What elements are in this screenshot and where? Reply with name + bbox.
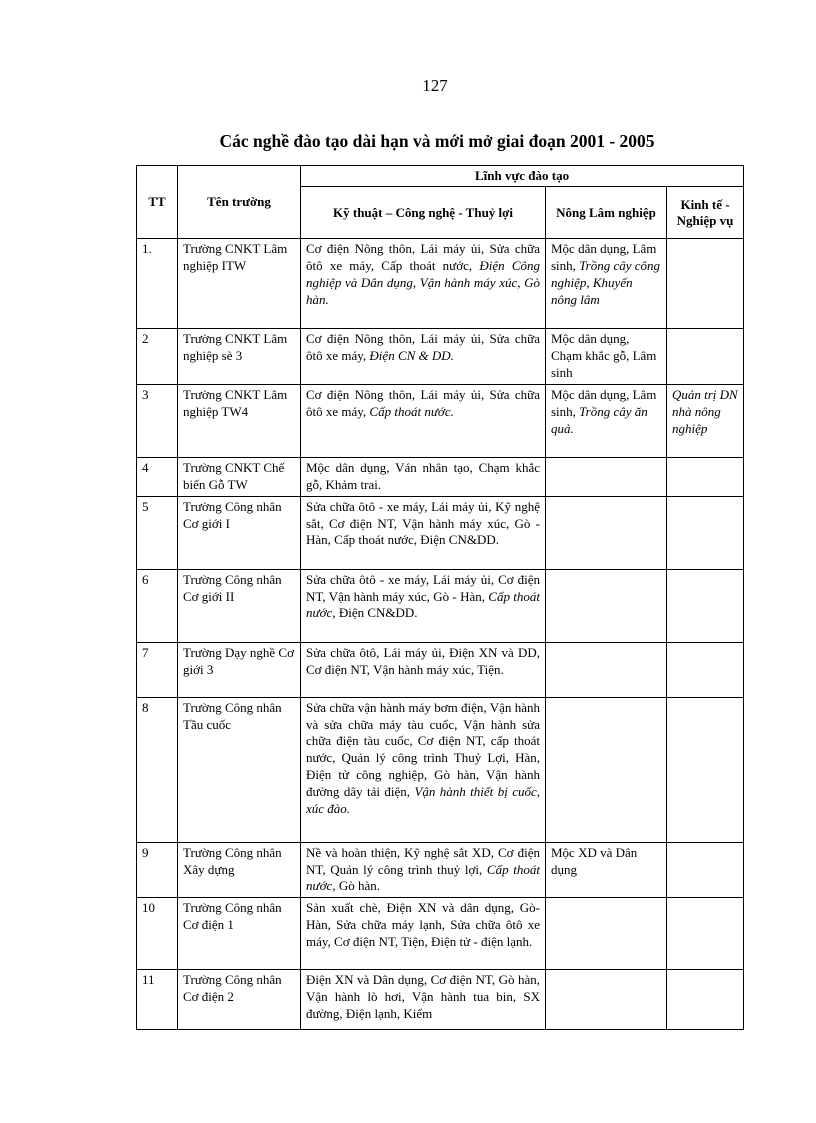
cell-agro-forestry — [546, 329, 667, 385]
table-row — [137, 898, 744, 970]
cell-agro-forestry — [546, 384, 667, 457]
trade-text: Mộc dân dụng, Ván nhân tạo, Chạm khắc gỗ, Khảm trai. — [306, 459, 540, 492]
trade-text: Sản xuất chè, Điện XN và dân dụng, Gò- Hàn, Sửa chữa máy lạnh, Sửa chữa ôtô xe máy, Cơ điện NT, Tiện, Điện tử - điện lạnh. — [306, 900, 540, 950]
cell-technical — [301, 642, 546, 697]
cell-economics — [667, 329, 744, 385]
trade-text: Cơ điện Nông thôn, Lái máy ủi, Sửa chữa ôtô xe máy, Cấp thoát nước, — [306, 241, 540, 274]
cell-agro-forestry — [546, 970, 667, 1030]
table-row — [137, 697, 744, 842]
cell-agro-forestry — [546, 697, 667, 842]
school-name: Trường CNKT Lâm nghiệp TW4 — [178, 384, 301, 457]
row-number: 9 — [137, 842, 178, 898]
trade-text: , Gò hàn. — [332, 878, 380, 894]
school-name: Trường Công nhân Tầu cuốc — [178, 697, 301, 842]
header-tt: TT — [137, 166, 178, 239]
row-number: 7 — [137, 642, 178, 697]
header-agro-forestry: Nông Lâm nghiệp — [546, 187, 667, 239]
cell-agro-forestry — [546, 642, 667, 697]
trade-text: Mộc dân dụng, Lâm sinh, — [551, 241, 657, 274]
row-number: 4 — [137, 457, 178, 496]
cell-technical — [301, 697, 546, 842]
trade-text: Cấp thoát nước. — [369, 403, 454, 419]
trade-text: Nề và hoàn thiện, Kỹ nghệ sắt XD, Cơ điện NT, Quản lý công trình thuỷ lợi, — [306, 844, 540, 877]
school-name: Trường Dạy nghề Cơ giới 3 — [178, 642, 301, 697]
cell-economics — [667, 384, 744, 457]
row-number: 2 — [137, 329, 178, 385]
trade-text: , Điện CN&DD. — [332, 605, 418, 621]
trade-text: Sửa chữa ôtô - xe máy, Lái máy ủi, Cơ điện NT, Vận hành máy xúc, Gò - Hàn, — [306, 571, 540, 604]
header-field-group: Lĩnh vực đào tạo — [301, 166, 744, 187]
cell-agro-forestry — [546, 496, 667, 569]
school-name: Trường Công nhân Cơ giới II — [178, 569, 301, 642]
trade-text: Sửa chữa ôtô, Lái máy ủi, Điện XN và DD, Cơ điện NT, Vận hành máy xúc, Tiện. — [306, 644, 540, 677]
cell-economics — [667, 457, 744, 496]
page-title: Các nghề đào tạo dài hạn và mới mở giai đoạn 2001 - 2005 — [219, 131, 655, 151]
trade-text: Cơ điện Nông thôn, Lái máy ủi, Sửa chữa ôtô xe máy, — [306, 331, 540, 364]
table-row — [137, 970, 744, 1030]
cell-economics — [667, 496, 744, 569]
row-number: 1. — [137, 239, 178, 329]
cell-technical — [301, 457, 546, 496]
school-name: Trường Công nhân Cơ điện 2 — [178, 970, 301, 1030]
header-school: Tên trường — [178, 166, 301, 239]
cell-economics — [667, 239, 744, 329]
cell-economics — [667, 898, 744, 970]
school-name: Trường Công nhân Cơ giới I — [178, 496, 301, 569]
table-row — [137, 569, 744, 642]
cell-technical — [301, 842, 546, 898]
row-number: 3 — [137, 384, 178, 457]
school-name: Trường Công nhân Xây dựng — [178, 842, 301, 898]
row-number: 11 — [137, 970, 178, 1030]
trade-text: Điện Công nghiệp và Dân dụng, Vận hành máy xúc, Gò hàn. — [306, 258, 540, 307]
cell-technical — [301, 329, 546, 385]
table-row — [137, 496, 744, 569]
trade-text: Vận hành thiết bị cuốc, xúc đào. — [306, 784, 540, 817]
school-name: Trường CNKT Lâm nghiệp ITW — [178, 239, 301, 329]
cell-technical — [301, 239, 546, 329]
trade-text: Sửa chữa ôtô - xe máy, Lái máy ủi, Kỹ nghệ sắt, Cơ điện NT, Vận hành máy xúc, Gò - Hàn, Cấp thoát nước, Điện CN&DD. — [306, 498, 540, 548]
trade-text: Trồng cây ăn quả. — [551, 403, 648, 436]
header-technical: Kỹ thuật – Công nghệ - Thuỷ lợi — [301, 187, 546, 239]
cell-technical — [301, 384, 546, 457]
table-row — [137, 329, 744, 385]
cell-technical — [301, 569, 546, 642]
cell-agro-forestry — [546, 569, 667, 642]
school-name: Trường Công nhân Cơ điện 1 — [178, 898, 301, 970]
trade-text: Mộc XD và Dân dụng — [551, 844, 638, 877]
trade-text: Cấp thoát nước — [306, 861, 540, 894]
row-number: 6 — [137, 569, 178, 642]
training-table — [136, 165, 744, 1030]
table-row — [137, 384, 744, 457]
school-name: Trường CNKT Lâm nghiệp sè 3 — [178, 329, 301, 385]
cell-agro-forestry — [546, 898, 667, 970]
cell-agro-forestry — [546, 457, 667, 496]
row-number: 8 — [137, 697, 178, 842]
cell-economics — [667, 569, 744, 642]
school-name: Trường CNKT Chế biến Gỗ TW — [178, 457, 301, 496]
table-row — [137, 457, 744, 496]
trade-text: Điện CN & DD. — [369, 348, 454, 364]
cell-economics — [667, 842, 744, 898]
trade-text: Sửa chữa vận hành máy bơm điện, Vận hành và sửa chữa máy tàu cuốc, Vận hành sửa chữa điện tàu cuốc, Cơ điện NT, cấp thoát nước, Quản lý công trình Thuỷ Lợi, Hàn, Điện tử công nghiệp, Gò hàn, Vận hành đường dây tải điện, — [306, 699, 540, 800]
trade-text: Trồng cây công nghiệp, Khuyến nông lâm — [551, 258, 661, 307]
cell-technical — [301, 898, 546, 970]
cell-economics — [667, 642, 744, 697]
trade-text: Cấp thoát nước — [306, 588, 540, 621]
header-economics: Kinh tế - Nghiệp vụ — [667, 187, 744, 239]
row-number: 10 — [137, 898, 178, 970]
trade-text: Mộc dân dụng, Lâm sinh, — [551, 386, 657, 419]
trade-text: Cơ điện Nông thôn, Lái máy ủi, Sửa chữa ôtô xe máy, — [306, 386, 540, 419]
cell-economics — [667, 970, 744, 1030]
row-number: 5 — [137, 496, 178, 569]
trade-text: Quản trị DN nhà nông nghiệp — [672, 386, 738, 436]
cell-agro-forestry — [546, 239, 667, 329]
table-row — [137, 239, 744, 329]
table-row — [137, 642, 744, 697]
page-number: 127 — [422, 76, 448, 95]
table-row — [137, 842, 744, 898]
trade-text: Mộc dân dụng, Chạm khắc gỗ, Lâm sinh — [551, 331, 657, 381]
cell-technical — [301, 496, 546, 569]
cell-economics — [667, 697, 744, 842]
trade-text: Điện XN và Dân dụng, Cơ điện NT, Gò hàn, Vận hành lò hơi, Vận hành tua bin, SX đường, Điện lạnh, Kiểm — [306, 972, 540, 1022]
cell-technical — [301, 970, 546, 1030]
cell-agro-forestry — [546, 842, 667, 898]
